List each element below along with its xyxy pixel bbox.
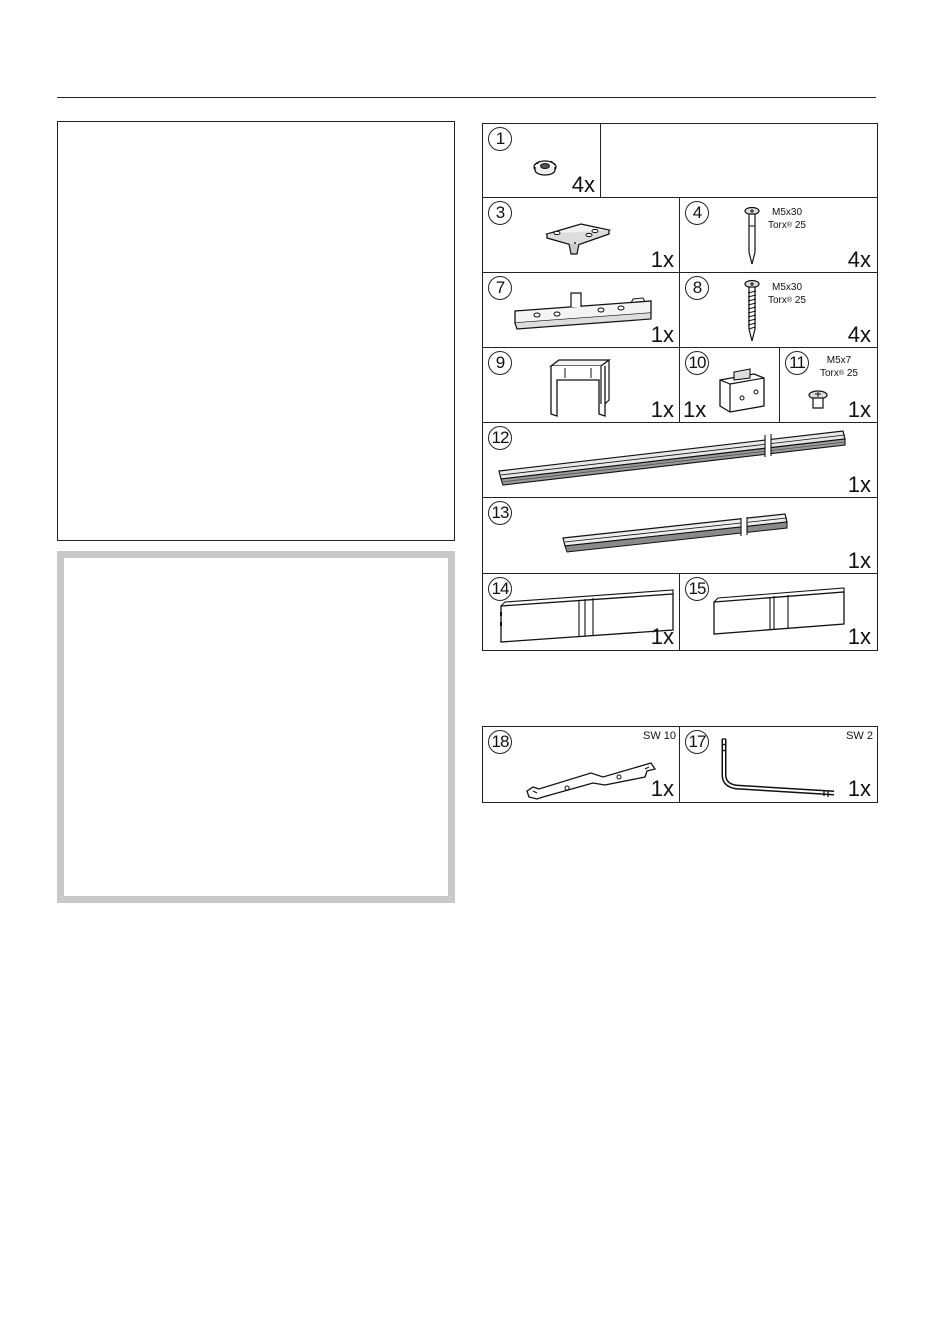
- header-rule: [57, 97, 876, 98]
- part-number: 11: [785, 351, 809, 375]
- part-cell-15: [679, 573, 878, 651]
- drive-name: Torx: [768, 220, 787, 231]
- drive-type: [768, 219, 806, 232]
- part-quantity: 1x: [650, 397, 674, 422]
- screw-spec: [768, 206, 806, 232]
- part-number: 17: [685, 730, 709, 754]
- hex-nut-icon: [531, 156, 561, 176]
- screw-size: M5x30: [771, 207, 802, 218]
- screw-size: M5x30: [771, 282, 802, 293]
- drive-name: Torx: [768, 295, 787, 306]
- text-box-empty: [57, 121, 455, 541]
- part-number: 14: [488, 577, 512, 601]
- part-number: 1: [488, 127, 512, 151]
- drive-name: Torx: [820, 368, 839, 379]
- clip-bracket-icon: [543, 354, 618, 420]
- tool-quantity: 1x: [650, 776, 674, 801]
- clip-icon: [714, 366, 770, 416]
- tool-spec: SW 10: [642, 730, 676, 742]
- part-number: 15: [685, 577, 709, 601]
- part-quantity: 1x: [650, 624, 674, 649]
- drive-type: [768, 294, 806, 307]
- part-cell-13: [482, 497, 878, 575]
- note-box-grey: [57, 551, 455, 903]
- part-number: 13: [488, 501, 512, 525]
- part-number: 9: [488, 351, 512, 375]
- part-quantity: 1x: [650, 322, 674, 347]
- part-cell-14: [482, 573, 681, 651]
- drive-size: 25: [794, 220, 806, 231]
- part-quantity: 1x: [847, 548, 871, 573]
- part-quantity: 4x: [847, 247, 871, 272]
- part-quantity: 1x: [683, 397, 707, 422]
- screw-icon: [744, 206, 760, 268]
- part-cell-1: [482, 123, 602, 199]
- short-panel-icon: [710, 586, 850, 636]
- screw-spec: [768, 281, 806, 307]
- mounting-plate-icon: [543, 220, 613, 256]
- rail-bracket-icon: [511, 289, 656, 333]
- wood-screw-icon: [744, 279, 760, 343]
- part-cell-4: [679, 197, 878, 274]
- part-cell-10: [679, 347, 781, 424]
- long-rail-icon: [497, 427, 847, 489]
- part-cell-9: [482, 347, 681, 424]
- drive-size: 25: [846, 368, 858, 379]
- tools-grid: [482, 726, 878, 803]
- part-number: 10: [685, 351, 709, 375]
- part-number: 3: [488, 201, 512, 225]
- part-cell-7: [482, 272, 681, 349]
- part-quantity: 4x: [847, 322, 871, 347]
- part-cell-3: [482, 197, 681, 274]
- empty-cell: [600, 123, 878, 199]
- tool-spec: SW 2: [846, 730, 873, 742]
- tool-quantity: 1x: [847, 776, 871, 801]
- part-quantity: 1x: [650, 247, 674, 272]
- part-number: 18: [488, 730, 512, 754]
- part-quantity: 1x: [847, 472, 871, 497]
- registered-mark: ®: [838, 370, 845, 377]
- parts-grid: [482, 123, 878, 651]
- part-cell-11: [779, 347, 878, 424]
- screw-size: M5x7: [826, 355, 852, 366]
- spanner-icon: [521, 755, 661, 803]
- part-number: 8: [685, 276, 709, 300]
- part-cell-12: [482, 422, 878, 499]
- part-number: 4: [685, 201, 709, 225]
- part-number: 7: [488, 276, 512, 300]
- registered-mark: ®: [786, 297, 793, 304]
- part-quantity: 1x: [847, 624, 871, 649]
- part-number: 12: [488, 426, 512, 450]
- drive-size: 25: [794, 295, 806, 306]
- short-rail-icon: [561, 508, 791, 558]
- registered-mark: ®: [786, 222, 793, 229]
- short-screw-icon: [806, 390, 830, 412]
- screw-spec: [820, 354, 858, 380]
- part-quantity: 1x: [847, 397, 871, 422]
- tool-cell-17: [679, 726, 878, 803]
- part-quantity: 4x: [571, 172, 595, 197]
- hex-key-icon: [718, 735, 842, 797]
- part-cell-8: [679, 272, 878, 349]
- tool-cell-18: [482, 726, 681, 803]
- drive-type: [820, 367, 858, 380]
